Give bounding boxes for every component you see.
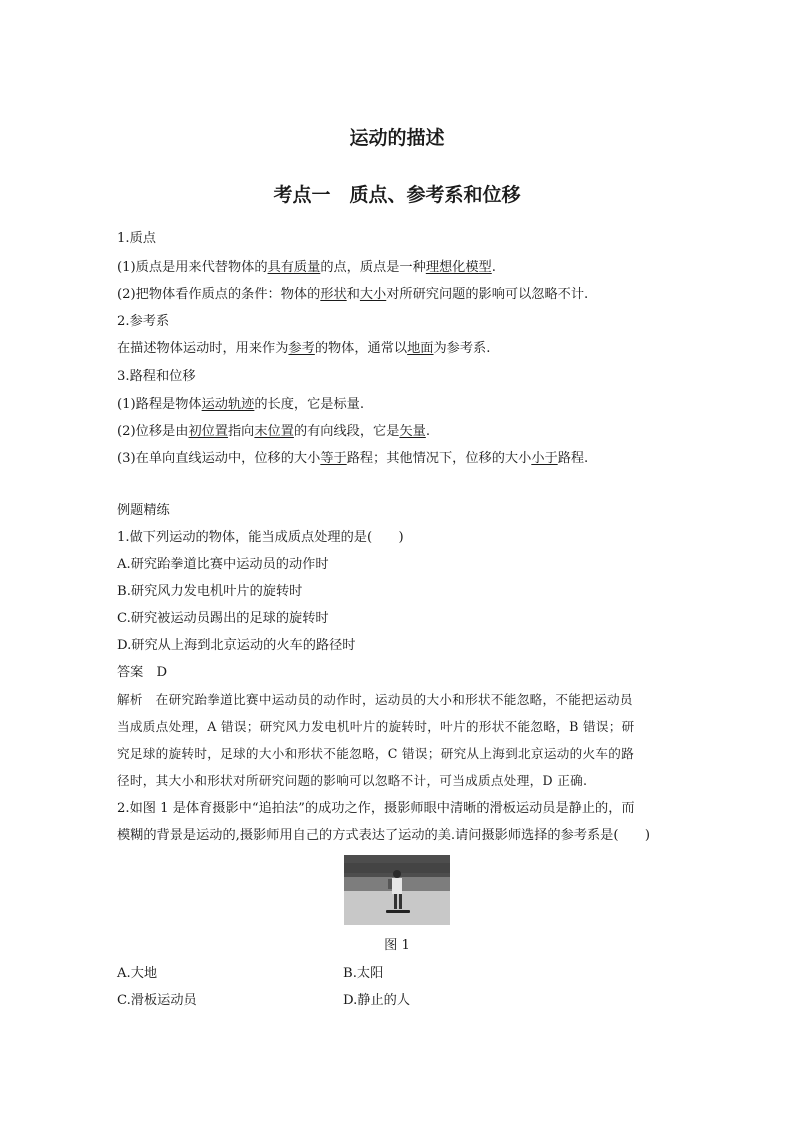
q2-option-b: B.太阳: [343, 966, 384, 981]
question-2-line-1: 2.如图 1 是体育摄影中“追拍法”的成功之作，摄影师眼中清晰的滑板运动员是静止的，而: [117, 801, 635, 816]
q1-answer: 答案 D: [117, 665, 168, 680]
q1-option-a: A.研究跆拳道比赛中运动员的动作时: [117, 557, 329, 572]
q2-option-d: D.静止的人: [343, 993, 411, 1008]
skateboarder-photo: [344, 855, 450, 925]
heading-reference-frame: 2.参考系: [117, 314, 170, 329]
q2-option-a: A.大地: [117, 966, 158, 981]
section-title: 考点一 质点、参考系和位移: [273, 184, 521, 206]
heading-particle: 1.质点: [117, 231, 156, 246]
page-title: 运动的描述: [349, 127, 445, 149]
q1-option-d: D.研究从上海到北京运动的火车的路径时: [117, 638, 356, 653]
line-displacement: (2)位移是由初位置指向末位置的有向线段，它是矢量.: [117, 424, 431, 439]
q2-option-c: C.滑板运动员: [117, 993, 197, 1008]
q1-analysis-line-1: 解析 在研究跆拳道比赛中运动员的动作时，运动员的大小和形状不能忽略，不能把运动员: [117, 692, 633, 707]
skateboarder-illustration: [344, 855, 450, 925]
line-particle-condition: (2)把物体看作质点的条件：物体的形状和大小对所研究问题的影响可以忽略不计.: [117, 287, 589, 302]
heading-path-displacement: 3.路程和位移: [117, 369, 196, 384]
question-1: 1.做下列运动的物体，能当成质点处理的是( ): [117, 530, 404, 545]
q1-option-b: B.研究风力发电机叶片的旋转时: [117, 584, 303, 599]
q1-analysis-line-4: 径时，其大小和形状对所研究问题的影响可以忽略不计，可当成质点处理，D 正确.: [117, 773, 588, 788]
line-path: (1)路程是物体运动轨迹的长度，它是标量.: [117, 397, 365, 412]
line-reference-frame: 在描述物体运动时，用来作为参考的物体，通常以地面为参考系.: [117, 341, 491, 356]
q1-option-c: C.研究被运动员踢出的足球的旋转时: [117, 611, 329, 626]
line-particle-definition: (1)质点是用来代替物体的具有质量的点，质点是一种理想化模型.: [117, 260, 496, 275]
figure-caption: 图 1: [384, 938, 410, 953]
question-2-line-2: 模糊的背景是运动的,摄影师用自己的方式表达了运动的美.请问摄影师选择的参考系是( ): [117, 828, 650, 843]
heading-examples: 例题精练: [117, 503, 170, 518]
line-straight-motion: (3)在单向直线运动中，位移的大小等于路程；其他情况下，位移的大小小于路程.: [117, 451, 589, 466]
q1-analysis-line-2: 当成质点处理，A 错误；研究风力发电机叶片的旋转时，叶片的形状不能忽略，B 错误；研: [117, 719, 635, 734]
q1-analysis-line-3: 究足球的旋转时，足球的大小和形状不能忽略，C 错误；研究从上海到北京运动的火车的路: [117, 746, 635, 761]
